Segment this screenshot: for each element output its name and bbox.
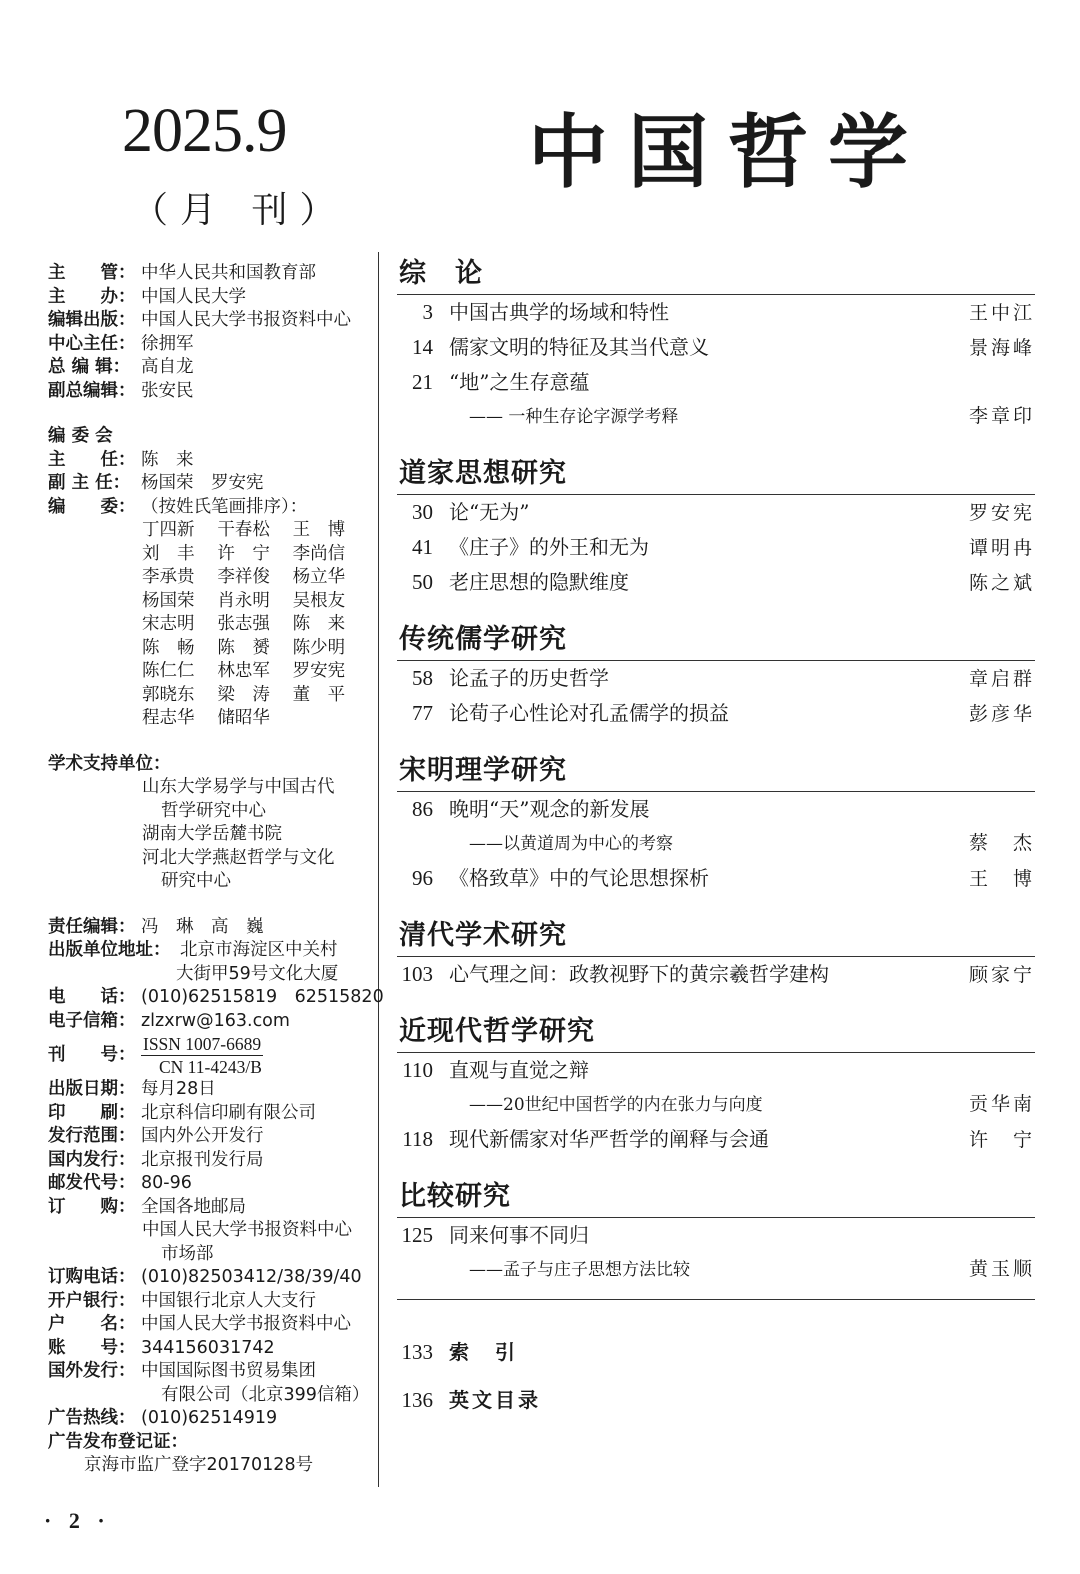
entry-author: 许 宁 <box>968 1129 1035 1151</box>
entry-title: 老庄思想的隐默维度 <box>449 570 629 594</box>
toc-entry-subtitle <box>397 826 1035 861</box>
order-line-3: 市场部 <box>161 1243 214 1264</box>
entry-page: 77 <box>412 701 433 725</box>
foreign-dist-label: 国外发行： <box>48 1361 136 1381</box>
toc-section <box>397 622 1035 731</box>
entry-author: 谭明冉 <box>968 537 1035 559</box>
toc-entry[interactable] <box>397 861 1035 896</box>
board-member: 吴根友 <box>292 590 346 611</box>
domestic-dist-label: 国内发行： <box>48 1149 136 1170</box>
toc-entry[interactable] <box>397 1218 1035 1252</box>
chief-editor-label: 总 编 辑： <box>48 357 131 377</box>
board-members-note: （按姓氏笔画排序）： <box>141 496 308 517</box>
board-member: 陈 来 <box>292 614 346 634</box>
entry-title: 索 引 <box>449 1340 518 1364</box>
board-member: 李承贵 <box>142 567 195 587</box>
entry-page: 50 <box>412 570 433 594</box>
order-phone-label: 订购电话： <box>48 1267 136 1287</box>
entry-page: 96 <box>412 866 433 890</box>
masthead <box>48 262 384 1478</box>
order-phone: (010)82503412/38/39/40 <box>141 1267 362 1287</box>
board-member: 李祥俊 <box>217 567 270 587</box>
entry-author: 王 博 <box>968 868 1035 890</box>
toc-section <box>397 918 1035 992</box>
board-member: 陈仁仁 <box>142 661 195 681</box>
serial-label: 刊 号： <box>48 1044 136 1065</box>
board-member: 陈少明 <box>292 637 346 658</box>
entry-page: 41 <box>412 535 433 559</box>
deputy-editor: 张安民 <box>141 380 194 401</box>
phone: (010)62515819 62515820 <box>141 987 384 1007</box>
entry-title: 《格致草》中的气论思想探析 <box>449 866 709 890</box>
entry-page: 110 <box>402 1058 433 1082</box>
entry-author: 顾家宁 <box>968 964 1035 986</box>
toc-entry[interactable] <box>397 565 1035 600</box>
responsible-editor-label: 责任编辑： <box>48 916 136 937</box>
account-no: 344156031742 <box>141 1337 275 1358</box>
entry-page: 30 <box>412 500 433 524</box>
entry-page: 86 <box>412 797 433 821</box>
entry-subtitle: ——孟子与庄子思想方法比较 <box>469 1260 690 1280</box>
entry-page: 136 <box>401 1388 433 1412</box>
support-units-label: 学术支持单位： <box>48 753 171 774</box>
toc-entry[interactable] <box>397 792 1035 826</box>
bank: 中国银行北京人大支行 <box>141 1290 316 1311</box>
sponsor: 中国人民大学 <box>141 286 246 307</box>
issn: ISSN 1007-6689 <box>143 1034 262 1054</box>
dist-scope: 国内外公开发行 <box>141 1126 264 1146</box>
board-member: 郭晓东 <box>142 684 195 705</box>
address-line-1: 北京市海淀区中关村 <box>180 940 338 960</box>
board-vice: 杨国荣 罗安宪 <box>141 473 264 493</box>
journal-title: 中国哲学 <box>528 106 928 199</box>
entry-title: 现代新儒家对华严哲学的阐释与会通 <box>449 1127 769 1151</box>
support-unit: 哲学研究中心 <box>161 800 266 821</box>
director-label: 中心主任： <box>48 333 136 354</box>
entry-author: 罗安宪 <box>968 502 1035 524</box>
column-divider <box>378 252 379 1487</box>
ad-reg-label: 广告发布登记证： <box>48 1431 188 1452</box>
entry-title: 中国古典学的场域和特性 <box>449 300 669 324</box>
postal-code-label: 邮发代号： <box>48 1173 136 1193</box>
board-member: 丁四新 <box>142 520 195 540</box>
support-unit: 研究中心 <box>161 871 231 891</box>
bank-label: 开户银行： <box>48 1290 136 1311</box>
board-member: 张志强 <box>217 614 270 634</box>
board-member: 罗安宪 <box>292 661 346 681</box>
entry-page: 14 <box>412 335 433 359</box>
responsible-editor: 冯 琳 高 巍 <box>141 916 264 937</box>
entry-page: 3 <box>422 300 433 324</box>
email-label: 电子信箱： <box>48 1010 136 1031</box>
board-member: 程志华 <box>142 708 195 728</box>
support-unit: 湖南大学岳麓书院 <box>142 824 282 844</box>
entry-author: 彭彦华 <box>968 703 1035 725</box>
entry-author: 蔡 杰 <box>968 832 1035 854</box>
toc-entry[interactable] <box>397 530 1035 565</box>
toc-entry[interactable] <box>397 495 1035 530</box>
table-of-contents <box>397 256 1035 1424</box>
printer-label: 印 刷： <box>48 1102 136 1123</box>
supervisor: 中华人民共和国教育部 <box>141 263 316 283</box>
toc-entry-subtitle <box>397 1252 1035 1287</box>
entry-title: 英文目录 <box>449 1388 541 1412</box>
support-unit: 山东大学易学与中国古代 <box>142 777 335 797</box>
chief-editor: 高自龙 <box>141 357 194 377</box>
toc-end-rule <box>397 1299 1035 1300</box>
frequency-label: （月 刊） <box>132 190 348 231</box>
entry-page: 103 <box>401 962 433 986</box>
entry-title: 直观与直觉之辩 <box>449 1058 589 1082</box>
section-title: 近现代哲学研究 <box>397 1014 1035 1053</box>
toc-entry[interactable] <box>397 1122 1035 1157</box>
entry-page: 58 <box>412 666 433 690</box>
postal-code: 80-96 <box>141 1173 192 1193</box>
toc-entry-index[interactable] <box>397 1328 1035 1376</box>
toc-section <box>397 256 1035 434</box>
toc-entry[interactable] <box>397 330 1035 365</box>
board-member: 梁 涛 <box>217 684 270 705</box>
entry-author: 陈之斌 <box>968 572 1035 594</box>
entry-title: 心气理之间：政教视野下的黄宗羲哲学建构 <box>449 962 829 986</box>
toc-entry-subtitle <box>397 399 1035 434</box>
entry-author: 章启群 <box>968 668 1035 690</box>
board-chair: 陈 来 <box>141 449 194 470</box>
foreign-dist-line-1: 中国国际图书贸易集团 <box>141 1361 316 1381</box>
order-label: 订 购： <box>48 1196 136 1217</box>
board-member: 宋志明 <box>142 614 195 634</box>
publisher-label: 编辑出版： <box>48 310 136 330</box>
ad-reg: 京海市监广登字20170128号 <box>84 1455 314 1475</box>
section-title: 道家思想研究 <box>397 456 1035 495</box>
board-member: 杨立华 <box>292 567 346 587</box>
toc-section <box>397 456 1035 600</box>
board-member <box>293 707 368 731</box>
toc-section <box>397 1014 1035 1157</box>
publisher: 中国人民大学书报资料中心 <box>141 310 351 330</box>
address-label: 出版单位地址： <box>48 940 171 960</box>
order-line-2: 中国人民大学书报资料中心 <box>142 1220 352 1240</box>
entry-author: 王中江 <box>968 302 1035 324</box>
section-title: 比较研究 <box>397 1179 1035 1218</box>
board-member: 陈 赟 <box>217 637 270 658</box>
toc-section <box>397 753 1035 896</box>
board-member: 林忠军 <box>217 661 270 681</box>
account-name-label: 户 名： <box>48 1314 136 1334</box>
section-title: 清代学术研究 <box>397 918 1035 957</box>
director: 徐拥军 <box>141 333 194 354</box>
entry-title: 论荀子心性论对孔孟儒学的损益 <box>449 701 729 725</box>
entry-title: 晚明“天”观念的新发展 <box>449 797 650 821</box>
foreign-dist-line-2: 有限公司（北京399信箱） <box>161 1384 370 1405</box>
ad-hotline-label: 广告热线： <box>48 1408 136 1428</box>
entry-title: “地”之生存意蕴 <box>449 370 590 394</box>
phone-label: 电 话： <box>48 987 136 1007</box>
entry-author: 李章印 <box>968 405 1035 427</box>
order-line-1: 全国各地邮局 <box>141 1196 246 1217</box>
board-member: 储昭华 <box>217 708 270 728</box>
deputy-editor-label: 副总编辑： <box>48 380 136 401</box>
issue-number: 2025.9 <box>122 97 287 165</box>
board-member: 王 博 <box>292 520 346 540</box>
entry-subtitle: —— 一种生存论字源学考释 <box>469 407 679 427</box>
toc-entry[interactable] <box>397 696 1035 731</box>
entry-author: 黄玉顺 <box>968 1258 1035 1280</box>
cn-number: CN 11-4243/B <box>159 1057 262 1077</box>
toc-entry[interactable] <box>397 957 1035 992</box>
email: zlzxrw@163.com <box>141 1010 290 1031</box>
entry-title: 儒家文明的特征及其当代意义 <box>449 335 709 359</box>
section-title: 综 论 <box>397 256 1035 295</box>
toc-section <box>397 1179 1035 1287</box>
page-number: · 2 · <box>44 1508 111 1533</box>
toc-entry-english-contents[interactable] <box>397 1376 1035 1424</box>
support-unit: 河北大学燕赵哲学与文化 <box>142 847 335 868</box>
entry-subtitle: ——以黄道周为中心的考察 <box>469 834 673 854</box>
entry-page: 21 <box>412 370 433 394</box>
section-title: 宋明理学研究 <box>397 753 1035 792</box>
board-member: 肖永明 <box>217 590 270 611</box>
account-name: 中国人民大学书报资料中心 <box>141 1314 351 1334</box>
toc-entry[interactable] <box>397 1053 1035 1087</box>
pub-date-label: 出版日期： <box>48 1079 136 1099</box>
entry-page: 125 <box>401 1223 433 1247</box>
entry-title: 同来何事不同归 <box>449 1223 589 1247</box>
entry-author: 景海峰 <box>968 337 1035 359</box>
toc-entry[interactable] <box>397 365 1035 399</box>
board-vice-label: 副 主 任： <box>48 473 131 493</box>
board-member: 许 宁 <box>217 543 270 564</box>
board-member: 李尚信 <box>292 543 346 564</box>
board-members-list <box>48 519 368 731</box>
section-title: 传统儒学研究 <box>397 622 1035 661</box>
board-member: 董 平 <box>292 684 346 705</box>
entry-subtitle: ——20世纪中国哲学的内在张力与向度 <box>469 1095 763 1115</box>
board-member: 陈 畅 <box>142 637 195 658</box>
dist-scope-label: 发行范围： <box>48 1126 136 1146</box>
account-no-label: 账 号： <box>48 1337 136 1358</box>
pub-date: 每月28日 <box>141 1079 216 1099</box>
board-members-label: 编 委： <box>48 496 136 517</box>
toc-entry-subtitle <box>397 1087 1035 1122</box>
entry-author: 贡华南 <box>968 1093 1035 1115</box>
supervisor-label: 主 管： <box>48 263 136 283</box>
toc-entry[interactable] <box>397 295 1035 330</box>
toc-entry[interactable] <box>397 661 1035 696</box>
sponsor-label: 主 办： <box>48 286 136 307</box>
board-chair-label: 主 任： <box>48 449 136 470</box>
domestic-dist: 北京报刊发行局 <box>141 1149 264 1170</box>
board-title: 编 委 会 <box>48 426 113 446</box>
board-member: 刘 丰 <box>142 543 195 564</box>
entry-page: 118 <box>402 1127 433 1151</box>
printer: 北京科信印刷有限公司 <box>141 1102 316 1123</box>
entry-title: 论“无为” <box>449 500 530 524</box>
entry-page: 133 <box>401 1340 433 1364</box>
entry-title: 《庄子》的外王和无为 <box>449 535 649 559</box>
board-member: 干春松 <box>217 520 270 540</box>
address-line-2: 大街甲59号文化大厦 <box>176 963 339 984</box>
board-member: 杨国荣 <box>142 590 195 611</box>
entry-title: 论孟子的历史哲学 <box>449 666 609 690</box>
ad-hotline: (010)62514919 <box>141 1408 278 1428</box>
serial-numbers <box>141 1033 263 1078</box>
